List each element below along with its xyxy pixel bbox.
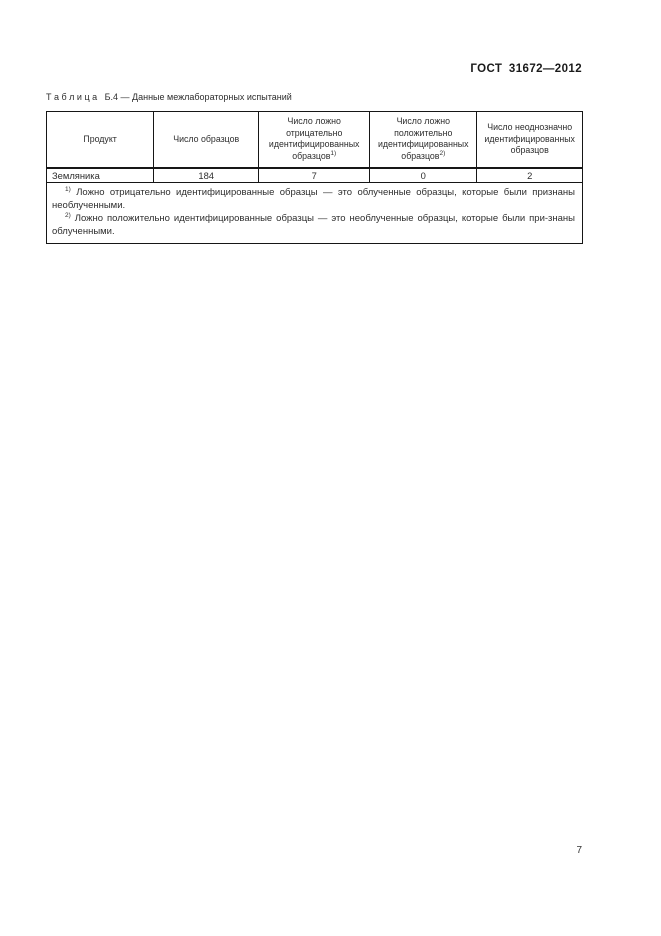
doc-number: ГОСТ 31672—2012 xyxy=(470,63,582,75)
col-header-false-negative xyxy=(259,112,370,168)
footnote-ref-1: 1) xyxy=(330,149,337,157)
col-header-label: Число неоднозначно идентифицированных образцов xyxy=(484,122,575,155)
table-container xyxy=(46,111,583,244)
col-header-sample-count xyxy=(154,112,259,168)
cell-product: Земляника xyxy=(47,168,154,183)
col-header-label: Число ложно положительно идентифицированных образцов xyxy=(377,116,469,161)
interlab-test-table xyxy=(46,111,583,244)
col-header-product xyxy=(47,112,154,168)
col-header-ambiguous xyxy=(477,112,583,168)
table-header-row xyxy=(47,112,583,168)
footnote-2 xyxy=(52,212,575,238)
footnote-marker-1: 1) xyxy=(65,185,71,193)
footnote-ref-2: 2) xyxy=(439,149,446,157)
page-number: 7 xyxy=(576,845,582,856)
footnotes-row xyxy=(47,183,583,244)
table-row xyxy=(47,168,583,183)
table-caption: Т а б л и ц а Б.4 — Данные межлабораторных испытаний xyxy=(46,92,292,102)
col-header-label: Число образцов xyxy=(173,133,240,144)
footnotes-cell xyxy=(47,183,583,244)
col-header-false-positive xyxy=(370,112,477,168)
cell-false-negative: 7 xyxy=(259,168,370,183)
col-header-label: Продукт xyxy=(83,133,117,144)
footnote-text-1: Ложно отрицательно идентифицированные образцы — это облученные образцы, которые были признаны необлученными. xyxy=(52,187,576,211)
cell-false-positive: 0 xyxy=(370,168,477,183)
footnote-marker-2: 2) xyxy=(65,211,71,219)
col-header-label: Число ложно отрицательно идентифицированных образцов xyxy=(268,116,360,161)
footnote-text-2: Ложно положительно идентифицированные образцы — это необлученные образцы, которые были при-знаны облученными. xyxy=(52,213,576,237)
cell-sample-count: 184 xyxy=(154,168,259,183)
footnote-1 xyxy=(52,186,575,212)
cell-ambiguous: 2 xyxy=(477,168,583,183)
